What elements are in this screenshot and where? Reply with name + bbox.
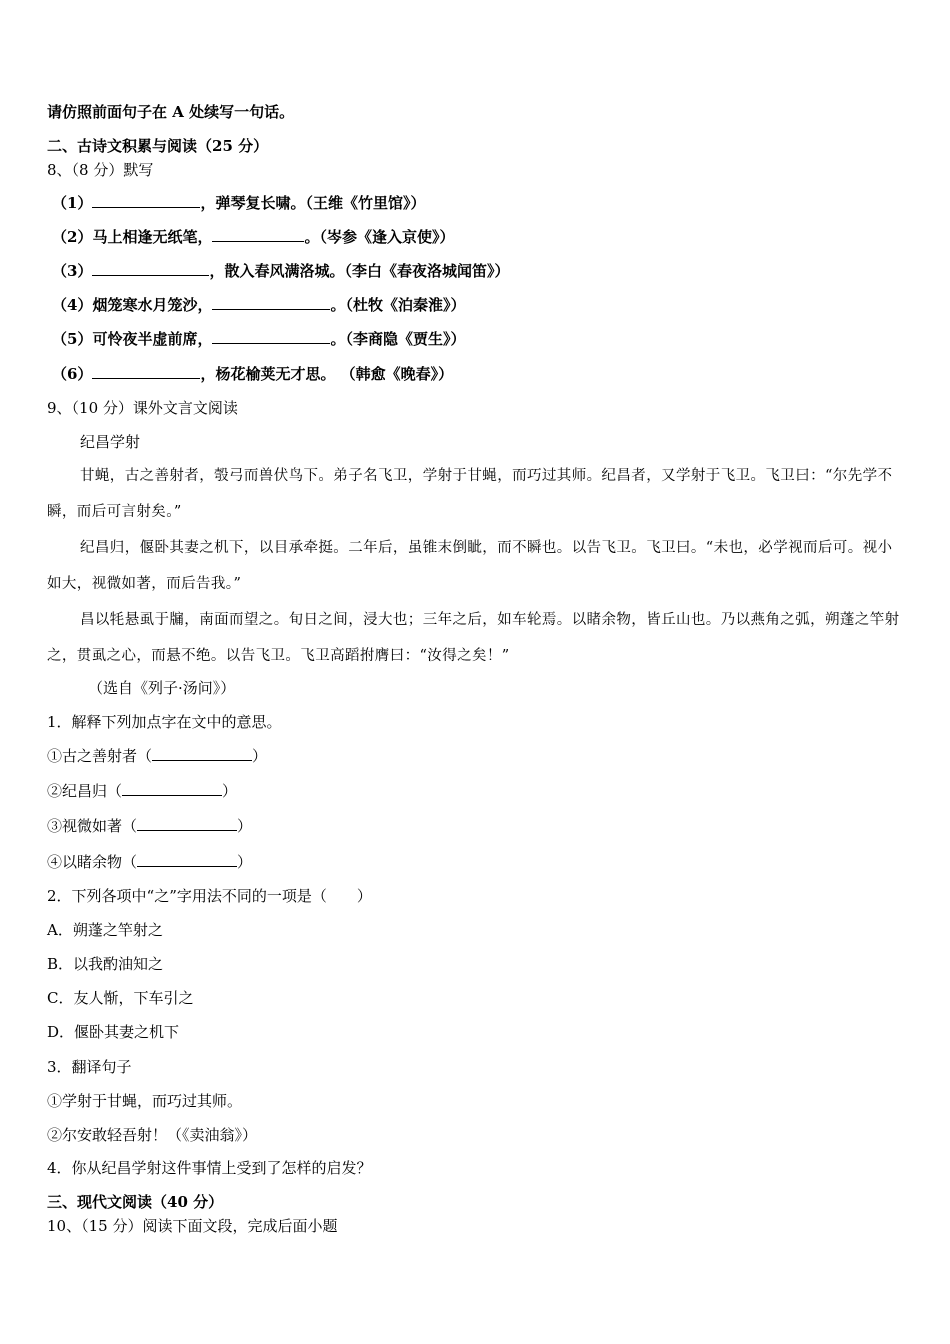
answer-blank[interactable]	[92, 261, 209, 276]
answer-blank[interactable]	[212, 329, 330, 344]
passage-source: （选自《列子·汤问》）	[88, 679, 236, 697]
sub4-prompt: 4．你从纪昌学射这件事情上受到了怎样的启发？	[47, 1159, 372, 1177]
sub3-prompt: 3．翻译句子	[47, 1058, 132, 1076]
passage-paragraph-2: 纪昌归，偃卧其妻之机下，以目承牵挺。二年后，虽锥末倒眦，而不瞬也。以告飞卫。飞卫曰。“未也，必学视而后可。视小如大，视微如著，而后告我。”	[47, 540, 893, 592]
sub2-option-b[interactable]: B．以我酌油知之	[47, 955, 164, 973]
passage-paragraph-1: 甘蝇，古之善射者，彀弓而兽伏鸟下。弟子名飞卫，学射于甘蝇，而巧过其师。纪昌者，又学射于飞卫。飞卫曰：“尔先学不瞬，而后可言射矣。”	[47, 468, 893, 520]
q8-line-3: （3） ，散入春风满洛城。（李白《春夜洛城闻笛》）	[52, 262, 510, 280]
answer-blank[interactable]	[122, 781, 222, 796]
sub1-item-3: ③视微如著（ ）	[47, 817, 253, 835]
sub1-prompt: 1．解释下列加点字在文中的意思。	[47, 713, 282, 731]
q8-line-2: （2）马上相逢无纸笔， 。（岑参《逢入京使》）	[52, 228, 455, 246]
q8-line-5: （5）可怜夜半虚前席， 。（李商隐《贾生》）	[52, 330, 466, 348]
sub2-option-d[interactable]: D．偃卧其妻之机下	[47, 1023, 180, 1041]
answer-blank[interactable]	[92, 364, 200, 379]
section3-heading: 三、现代文阅读（40 分）	[47, 1193, 224, 1211]
sub3-item-1: ①学射于甘蝇，而巧过其师。	[47, 1092, 243, 1110]
sub1-item-1: ①古之善射者（ ）	[47, 747, 268, 765]
sub1-item-2: ②纪昌归（ ）	[47, 782, 238, 800]
section2-heading: 二、古诗文积累与阅读（25 分）	[47, 137, 269, 155]
q9-header: 9、（10 分）课外文言文阅读	[47, 399, 238, 417]
q8-line-6: （6） ，杨花榆荚无才思。 （韩愈《晚春》）	[52, 365, 454, 383]
sub1-item-4: ④以睹余物（ ）	[47, 853, 253, 871]
answer-blank[interactable]	[212, 227, 304, 242]
answer-blank[interactable]	[152, 746, 252, 761]
answer-blank[interactable]	[92, 193, 200, 208]
sub2-option-a[interactable]: A．朔蓬之竿射之	[47, 921, 163, 939]
answer-blank[interactable]	[137, 816, 237, 831]
sub2-option-c[interactable]: C．友人惭，下车引之	[47, 989, 194, 1007]
sub3-item-2: ②尔安敢轻吾射！（《卖油翁》）	[47, 1126, 258, 1144]
classical-passage	[47, 458, 907, 674]
q8-line-4: （4）烟笼寒水月笼沙， 。（杜牧《泊秦淮》）	[52, 296, 466, 314]
q8-line-1: （1） ，弹琴复长啸。（王维《竹里馆》）	[52, 194, 426, 212]
q8-header: 8、（8 分）默写	[47, 161, 154, 179]
sub2-prompt: 2．下列各项中“之”字用法不同的一项是（ ）	[47, 887, 372, 905]
passage-paragraph-3: 昌以牦悬虱于牖，南面而望之。旬日之间，浸大也；三年之后，如车轮焉。以睹余物，皆丘山也。乃以燕角之弧，朔蓬之竿射之，贯虱之心，而悬不绝。以告飞卫。飞卫高蹈拊膺曰：“汝得之矣！”	[47, 612, 900, 664]
answer-blank[interactable]	[137, 852, 237, 867]
q10-header: 10、（15 分）阅读下面文段，完成后面小题	[47, 1217, 338, 1235]
answer-blank[interactable]	[212, 295, 330, 310]
passage-title: 纪昌学射	[80, 433, 141, 451]
intro-instruction: 请仿照前面句子在 A 处续写一句话。	[47, 103, 295, 121]
